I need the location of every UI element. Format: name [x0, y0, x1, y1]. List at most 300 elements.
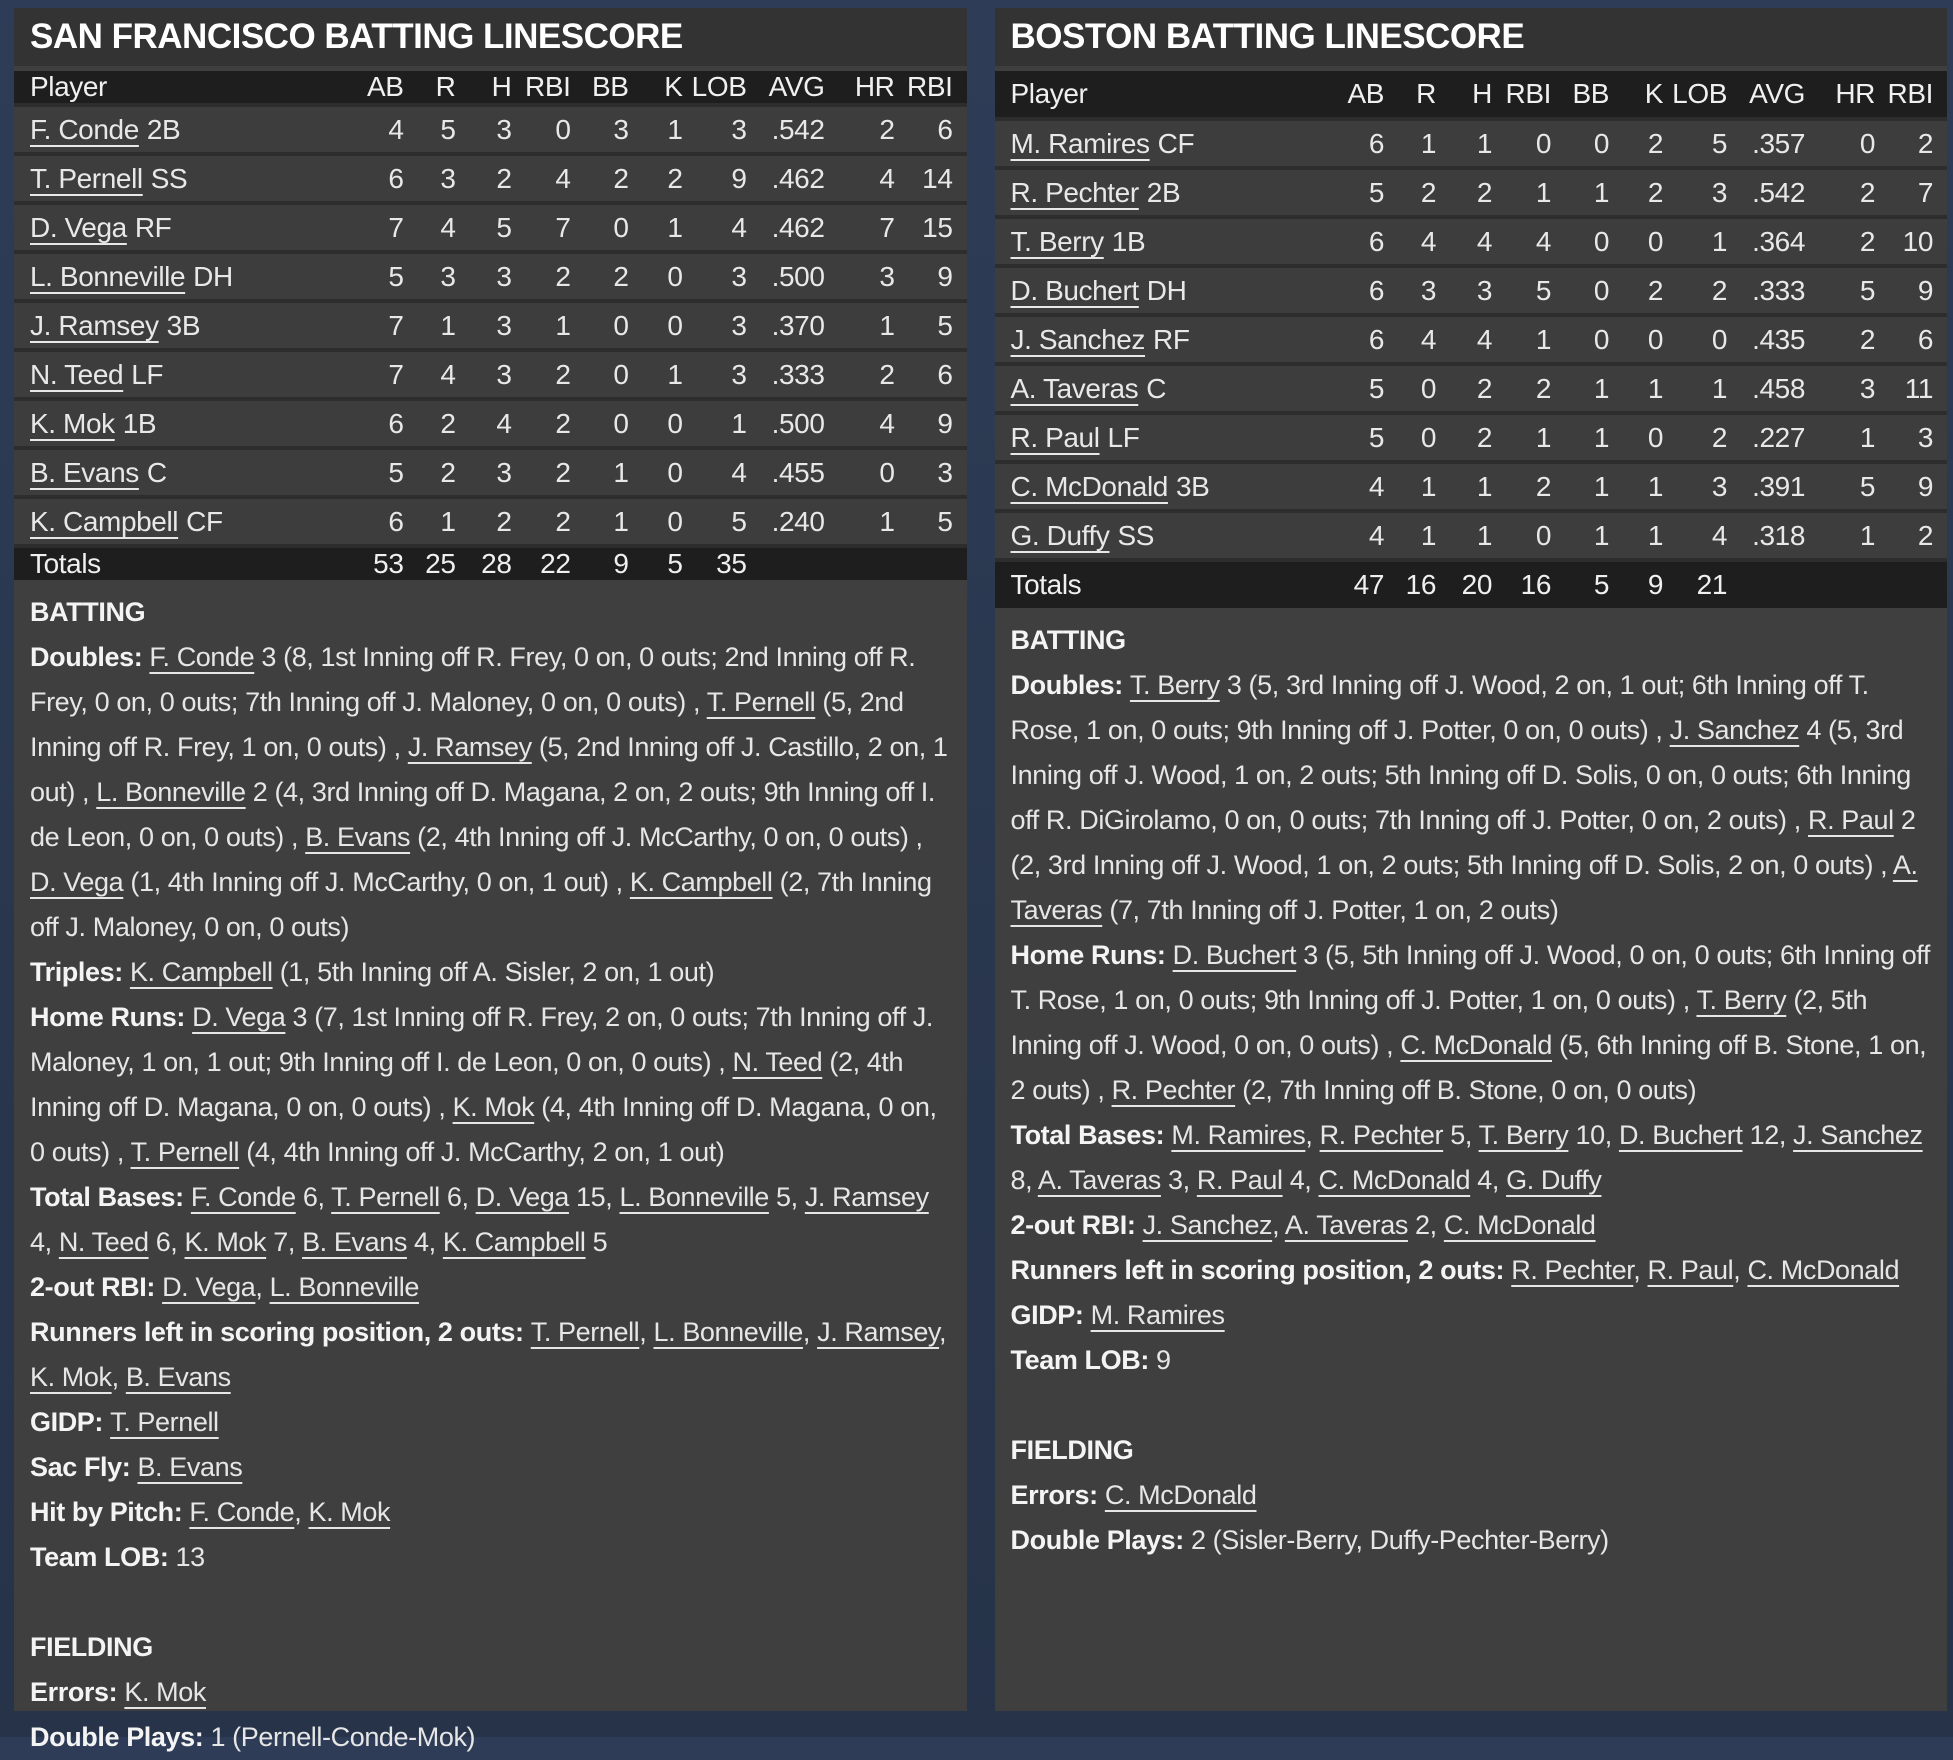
stat-h: 1 [1476, 519, 1492, 551]
stat-h: 2 [1476, 176, 1492, 208]
player-cell [1011, 128, 1329, 160]
player-link[interactable]: R. Pechter [1319, 1120, 1444, 1150]
totals-k: 5 [667, 548, 683, 579]
player-position: SS [150, 162, 188, 194]
player-link[interactable]: T. Berry [1696, 985, 1787, 1015]
section-header-fielding [30, 1625, 951, 1670]
stat-h: 3 [496, 260, 512, 292]
stat-ab: 6 [1368, 323, 1384, 355]
note-text: 3 (7, 1st Inning off R. Frey, 2 on, 0 outs; 7th Inning off J. Maloney, 1 on, 1 out; 9th Inning off I. de Leon, 0 on, 0 outs) , [30, 1002, 933, 1077]
player-position: 2B [146, 113, 181, 145]
player-cell [30, 408, 348, 440]
note-team-lob [1011, 1338, 1932, 1383]
stat-h: 3 [496, 113, 512, 145]
totals-label: Totals [30, 548, 101, 579]
player-cell [30, 310, 348, 342]
stat-h: 2 [496, 505, 512, 537]
stat-k: 1 [1647, 470, 1663, 502]
stat-r: 2 [440, 407, 456, 439]
table-body [14, 107, 967, 548]
note-text: 13 [175, 1542, 205, 1572]
player-link[interactable]: B. Evans [137, 1452, 243, 1482]
stat-avg: .542 [771, 113, 825, 145]
stat-rbi2: 7 [1917, 176, 1933, 208]
player-link[interactable]: R. Pechter [1010, 176, 1139, 208]
player-cell [1011, 324, 1329, 356]
note-label: Home Runs: [30, 1002, 193, 1032]
player-link[interactable]: R. Paul [1647, 1255, 1734, 1285]
column-header-rbi2: RBI [1887, 78, 1933, 109]
stat-hr: 2 [879, 113, 895, 145]
stat-k: 0 [667, 309, 683, 341]
stat-hr: 0 [879, 456, 895, 488]
player-link[interactable]: F. Conde [30, 113, 139, 145]
totals-bb: 9 [613, 548, 629, 579]
stat-h: 1 [1476, 127, 1492, 159]
note-errors [30, 1670, 951, 1715]
stat-avg: .364 [1752, 225, 1805, 257]
stat-ab: 5 [1368, 421, 1384, 453]
player-link[interactable]: J. Ramsey [30, 309, 159, 341]
player-link[interactable]: D. Vega [475, 1182, 569, 1212]
player-link[interactable]: C. McDonald [1747, 1255, 1900, 1285]
note-label: Home Runs: [1010, 940, 1173, 970]
note-text: 1 (Pernell-Conde-Mok) [210, 1722, 476, 1752]
player-link[interactable]: K. Mok [30, 407, 115, 439]
player-link[interactable]: G. Duffy [1010, 519, 1110, 551]
stat-r: 3 [1420, 274, 1436, 306]
stat-hr: 2 [1859, 323, 1875, 355]
stat-hr: 2 [879, 358, 895, 390]
player-cell [30, 359, 348, 391]
totals-h: 20 [1461, 569, 1492, 600]
player-link[interactable]: R. Paul [1807, 805, 1894, 835]
stat-lob: 4 [731, 211, 747, 243]
totals-lob: 21 [1696, 569, 1727, 600]
player-link[interactable]: R. Paul [1010, 421, 1100, 453]
note-total-bases [30, 1175, 951, 1265]
note-text: 2 (2, 3rd Inning off J. Wood, 1 on, 2 outs; 5th Inning off D. Solis, 2 on, 0 outs) , [1010, 805, 1916, 880]
column-header-bb: BB [591, 71, 629, 102]
stat-rbi: 2 [1535, 470, 1551, 502]
note-label: Team LOB: [30, 1542, 176, 1572]
note-text: BATTING [1010, 625, 1126, 655]
stat-ab: 6 [388, 505, 404, 537]
note-text: 2, [1407, 1210, 1444, 1240]
player-link[interactable]: M. Ramires [1010, 127, 1150, 159]
column-header-hr: HR [1835, 78, 1875, 109]
column-header-lob: LOB [691, 71, 747, 102]
player-link[interactable]: D. Buchert [1618, 1120, 1743, 1150]
player-link[interactable]: N. Teed [30, 358, 124, 390]
stat-avg: .391 [1752, 470, 1805, 502]
stat-ab: 6 [1368, 127, 1384, 159]
table-row [14, 499, 967, 548]
player-cell [30, 114, 348, 146]
player-link[interactable]: A. Taveras [1010, 850, 1918, 925]
stat-r: 3 [440, 260, 456, 292]
player-cell [30, 261, 348, 293]
stat-k: 1 [667, 211, 683, 243]
stat-lob: 0 [1711, 323, 1727, 355]
player-link[interactable]: C. McDonald [1400, 1030, 1553, 1060]
player-link[interactable]: L. Bonneville [30, 260, 186, 292]
note-text: (7, 7th Inning off J. Potter, 1 on, 2 outs) [1102, 895, 1559, 925]
note-text: 5, [768, 1182, 805, 1212]
player-link[interactable]: D. Vega [30, 867, 124, 897]
player-link[interactable]: R. Pechter [1111, 1075, 1236, 1105]
player-link[interactable]: D. Vega [192, 1002, 286, 1032]
table-row [995, 268, 1948, 317]
stat-h: 3 [496, 358, 512, 390]
stat-ab: 5 [388, 260, 404, 292]
note-label: Total Bases: [1010, 1120, 1172, 1150]
player-link[interactable]: N. Teed [732, 1047, 823, 1077]
stat-r: 4 [440, 211, 456, 243]
player-position: LF [1107, 421, 1140, 453]
stat-hr: 3 [879, 260, 895, 292]
player-link[interactable]: A. Taveras [1284, 1210, 1408, 1240]
stat-h: 1 [1476, 470, 1492, 502]
stat-hr: 4 [879, 407, 895, 439]
stat-rbi2: 11 [1904, 372, 1933, 404]
player-link[interactable]: T. Pernell [30, 162, 143, 194]
player-position: 3B [1175, 470, 1210, 502]
note-text: , [294, 1497, 309, 1527]
player-link[interactable]: F. Conde [149, 642, 255, 672]
stat-k: 1 [1647, 372, 1663, 404]
player-link[interactable]: F. Conde [189, 1497, 295, 1527]
player-link[interactable]: T. Berry [1129, 670, 1220, 700]
column-header-player: Player [30, 71, 107, 102]
stat-rbi: 0 [1535, 127, 1551, 159]
column-header-ab: AB [1347, 78, 1384, 109]
stat-k: 2 [1647, 127, 1663, 159]
table-row [995, 317, 1948, 366]
player-link[interactable]: D. Buchert [1010, 274, 1139, 306]
note-2-out-rbi [30, 1265, 951, 1310]
player-link[interactable]: R. Paul [1196, 1165, 1283, 1195]
player-position: C [146, 456, 167, 488]
table-header-row [14, 71, 967, 107]
note-text: 5 [585, 1227, 608, 1257]
stat-lob: 3 [1711, 176, 1727, 208]
player-position: 1B [122, 407, 157, 439]
stat-rbi2: 2 [1917, 127, 1933, 159]
column-header-ab: AB [366, 71, 404, 102]
player-cell [30, 163, 348, 195]
player-link[interactable]: T. Pernell [130, 1137, 240, 1167]
note-hit-by-pitch [30, 1490, 951, 1535]
column-header-lob: LOB [1672, 78, 1727, 109]
player-link[interactable]: K. Campbell [442, 1227, 586, 1257]
note-label: Total Bases: [30, 1182, 191, 1212]
player-link[interactable]: K. Mok [124, 1677, 206, 1707]
stat-lob: 4 [731, 456, 747, 488]
column-header-k: K [1644, 78, 1663, 109]
stat-avg: .500 [771, 407, 825, 439]
stat-hr: 1 [1859, 519, 1875, 551]
player-link[interactable]: T. Pernell [530, 1317, 640, 1347]
stat-lob: 9 [731, 162, 747, 194]
stat-rbi2: 5 [937, 505, 953, 537]
totals-rbi: 22 [540, 548, 571, 579]
stat-ab: 7 [388, 309, 404, 341]
stat-r: 1 [1420, 127, 1436, 159]
player-link[interactable]: K. Campbell [30, 505, 179, 537]
player-link[interactable]: B. Evans [302, 1227, 407, 1257]
note-text: (4, 4th Inning off D. Magana, 0 on, 0 outs) , [30, 1092, 937, 1167]
stat-hr: 2 [1859, 225, 1875, 257]
stat-rbi: 7 [555, 211, 571, 243]
stat-ab: 6 [388, 407, 404, 439]
stat-lob: 3 [731, 113, 747, 145]
stat-rbi2: 9 [937, 260, 953, 292]
note-text: , [1305, 1120, 1320, 1150]
stat-bb: 1 [1593, 470, 1609, 502]
player-link[interactable]: K. Mok [30, 1362, 112, 1392]
stat-rbi2: 10 [1902, 225, 1933, 257]
player-link[interactable]: T. Pernell [110, 1407, 219, 1437]
note-text: 8, [1010, 1165, 1038, 1195]
player-position: 1B [1111, 225, 1146, 257]
player-link[interactable]: L. Bonneville [269, 1272, 419, 1302]
player-link[interactable]: K. Campbell [129, 957, 273, 987]
stat-ab: 7 [388, 358, 404, 390]
stat-rbi2: 9 [1917, 470, 1933, 502]
player-link[interactable]: A. Taveras [1037, 1165, 1161, 1195]
stat-ab: 5 [1368, 176, 1384, 208]
player-link[interactable]: K. Mok [452, 1092, 535, 1122]
player-link[interactable]: J. Ramsey [817, 1317, 940, 1347]
column-header-k: K [664, 71, 683, 102]
player-link[interactable]: D. Buchert [1172, 940, 1297, 970]
stat-hr: 3 [1859, 372, 1875, 404]
stat-rbi2: 6 [1917, 323, 1933, 355]
stat-lob: 3 [1711, 470, 1727, 502]
stat-k: 0 [667, 407, 683, 439]
player-position: CF [186, 505, 223, 537]
note-text: (5, 6th Inning off B. Stone, 1 on, 2 outs) , [1010, 1030, 1927, 1105]
player-link[interactable]: J. Sanchez [1142, 1210, 1273, 1240]
stat-rbi2: 2 [1917, 519, 1933, 551]
stat-ab: 5 [1368, 372, 1384, 404]
note-text: 7, [266, 1227, 303, 1257]
player-position: 3B [166, 309, 201, 341]
note-triples [30, 950, 951, 995]
player-link[interactable]: C. McDonald [1318, 1165, 1471, 1195]
totals-k: 9 [1647, 569, 1663, 600]
player-link[interactable]: G. Duffy [1506, 1165, 1602, 1195]
player-cell [1011, 520, 1329, 552]
player-link[interactable]: T. Pernell [331, 1182, 440, 1212]
note-doubles [30, 635, 951, 950]
stat-rbi: 1 [1535, 176, 1551, 208]
note-text: FIELDING [30, 1632, 153, 1662]
player-link[interactable]: K. Mok [308, 1497, 391, 1527]
note-team-lob [30, 1535, 951, 1580]
stat-lob: 1 [731, 407, 747, 439]
stat-avg: .458 [1752, 372, 1805, 404]
player-link[interactable]: J. Sanchez [1669, 715, 1800, 745]
player-link[interactable]: J. Ramsey [407, 732, 532, 762]
stat-r: 0 [1420, 372, 1436, 404]
totals-r: 25 [425, 548, 456, 579]
stat-r: 1 [1420, 470, 1436, 502]
note-text: 3 (8, 1st Inning off R. Frey, 0 on, 0 outs; 2nd Inning off R. Frey, 0 on, 0 outs; 7th Inning off J. Maloney, 0 on, 0 outs) , [30, 642, 916, 717]
player-position: CF [1157, 127, 1195, 159]
stat-r: 0 [1420, 421, 1436, 453]
stat-rbi2: 6 [937, 358, 953, 390]
stat-rbi2: 14 [922, 162, 953, 194]
player-link[interactable]: C. McDonald [1104, 1480, 1257, 1510]
player-position: LF [131, 358, 164, 390]
stat-rbi2: 3 [1917, 421, 1933, 453]
note-text: 4, [30, 1227, 59, 1257]
stat-lob: 5 [1711, 127, 1727, 159]
note-label: Double Plays: [1010, 1525, 1191, 1555]
batting-fielding-notes [995, 608, 1948, 1563]
batting-fielding-notes [14, 580, 967, 1760]
totals-rbi: 16 [1520, 569, 1551, 600]
player-link[interactable]: K. Campbell [629, 867, 773, 897]
stat-bb: 0 [1593, 323, 1609, 355]
stat-lob: 3 [731, 309, 747, 341]
note-text: 2 (Sisler-Berry, Duffy-Pechter-Berry) [1190, 1525, 1609, 1555]
player-cell [30, 506, 348, 538]
note-label: GIDP: [1010, 1300, 1091, 1330]
player-link[interactable]: D. Vega [30, 211, 127, 243]
note-label: Runners left in scoring position, 2 outs: [30, 1317, 531, 1347]
stat-lob: 4 [1711, 519, 1727, 551]
player-cell [1011, 275, 1329, 307]
note-double-plays [30, 1715, 951, 1760]
note-text: , [111, 1362, 126, 1392]
totals-row [14, 548, 967, 580]
player-position: C [1146, 372, 1167, 404]
stat-hr: 5 [1859, 470, 1875, 502]
stat-avg: .542 [1752, 176, 1805, 208]
player-link[interactable]: T. Berry [1478, 1120, 1569, 1150]
stat-ab: 6 [388, 162, 404, 194]
stat-k: 1 [667, 358, 683, 390]
player-link[interactable]: J. Sanchez [1793, 1120, 1923, 1150]
player-link[interactable]: M. Ramires [1090, 1300, 1225, 1330]
note-text: FIELDING [1010, 1435, 1134, 1465]
player-link[interactable]: K. Mok [184, 1227, 267, 1257]
note-total-bases [1011, 1113, 1932, 1203]
player-link[interactable]: L. Bonneville [96, 777, 246, 807]
player-link[interactable]: B. Evans [30, 456, 139, 488]
player-link[interactable]: B. Evans [125, 1362, 231, 1392]
note-label: Doubles: [30, 642, 150, 672]
totals-label: Totals [1010, 569, 1082, 600]
note-double-plays [1011, 1518, 1932, 1563]
note-text: 3 (5, 5th Inning off J. Wood, 0 on, 0 outs; 6th Inning off T. Rose, 1 on, 0 outs; 9th Inning off J. Potter, 1 on, 0 outs) , [1010, 940, 1931, 1015]
stat-lob: 5 [731, 505, 747, 537]
stat-ab: 4 [1368, 519, 1384, 551]
stat-rbi: 1 [555, 309, 571, 341]
stat-k: 2 [667, 162, 683, 194]
player-link[interactable]: C. McDonald [1443, 1210, 1596, 1240]
note-text: 15, [568, 1182, 620, 1212]
stat-avg: .318 [1752, 519, 1805, 551]
stat-r: 1 [1420, 519, 1436, 551]
stat-lob: 2 [1711, 421, 1727, 453]
note-text: 2 (4, 3rd Inning off D. Magana, 2 on, 2 outs; 9th Inning off I. de Leon, 0 on, 0 outs) , [30, 777, 936, 852]
note-text: 4, [406, 1227, 443, 1257]
player-link[interactable]: J. Sanchez [1010, 323, 1146, 355]
note-text: , [802, 1317, 818, 1347]
player-link[interactable]: M. Ramires [1171, 1120, 1306, 1150]
stat-k: 0 [667, 260, 683, 292]
stat-ab: 5 [388, 456, 404, 488]
stat-r: 4 [1420, 225, 1436, 257]
player-link[interactable]: F. Conde [190, 1182, 296, 1212]
section-header-batting [1011, 618, 1932, 663]
stat-h: 3 [1476, 274, 1492, 306]
note-text: (2, 4th Inning off D. Magana, 0 on, 0 outs) , [30, 1047, 904, 1122]
note-text: (2, 7th Inning off J. Maloney, 0 on, 0 outs) [30, 867, 932, 942]
note-2-out-rbi [1011, 1203, 1932, 1248]
note-text: (2, 7th Inning off B. Stone, 0 on, 0 outs) [1235, 1075, 1697, 1105]
stat-ab: 6 [1368, 225, 1384, 257]
note-text: 5, [1443, 1120, 1479, 1150]
table-row [14, 107, 967, 156]
stat-rbi: 0 [1535, 519, 1551, 551]
stat-avg: .333 [771, 358, 825, 390]
stat-avg: .227 [1752, 421, 1805, 453]
player-link[interactable]: L. Bonneville [653, 1317, 803, 1347]
note-text: , [939, 1317, 947, 1347]
totals-ab: 47 [1353, 569, 1384, 600]
stat-lob: 3 [731, 358, 747, 390]
stat-h: 2 [1476, 421, 1492, 453]
stat-h: 2 [496, 162, 512, 194]
player-link[interactable]: T. Berry [1010, 225, 1104, 257]
stat-h: 3 [496, 456, 512, 488]
note-text: 4, [1470, 1165, 1507, 1195]
note-text: , [1733, 1255, 1748, 1285]
player-cell [1011, 422, 1329, 454]
player-cell [1011, 373, 1329, 405]
stat-ab: 6 [1368, 274, 1384, 306]
stat-hr: 2 [1859, 176, 1875, 208]
stat-lob: 2 [1711, 274, 1727, 306]
player-link[interactable]: D. Vega [162, 1272, 256, 1302]
stat-bb: 1 [613, 456, 629, 488]
note-home-runs [1011, 933, 1932, 1113]
stat-bb: 2 [613, 260, 629, 292]
player-cell [1011, 471, 1329, 503]
stat-h: 5 [496, 211, 512, 243]
player-link[interactable]: R. Pechter [1511, 1255, 1634, 1285]
note-text: , [255, 1272, 270, 1302]
totals-r: 16 [1405, 569, 1436, 600]
stat-avg: .240 [771, 505, 825, 537]
stat-rbi2: 6 [937, 113, 953, 145]
player-link[interactable]: T. Pernell [706, 687, 816, 717]
player-link[interactable]: L. Bonneville [619, 1182, 769, 1212]
player-link[interactable]: A. Taveras [1010, 372, 1139, 404]
stat-r: 2 [1420, 176, 1436, 208]
player-link[interactable]: C. McDonald [1010, 470, 1168, 502]
player-link[interactable]: J. Ramsey [804, 1182, 929, 1212]
stat-bb: 0 [1593, 274, 1609, 306]
stat-bb: 0 [613, 358, 629, 390]
player-link[interactable]: N. Teed [58, 1227, 149, 1257]
player-link[interactable]: B. Evans [305, 822, 411, 852]
